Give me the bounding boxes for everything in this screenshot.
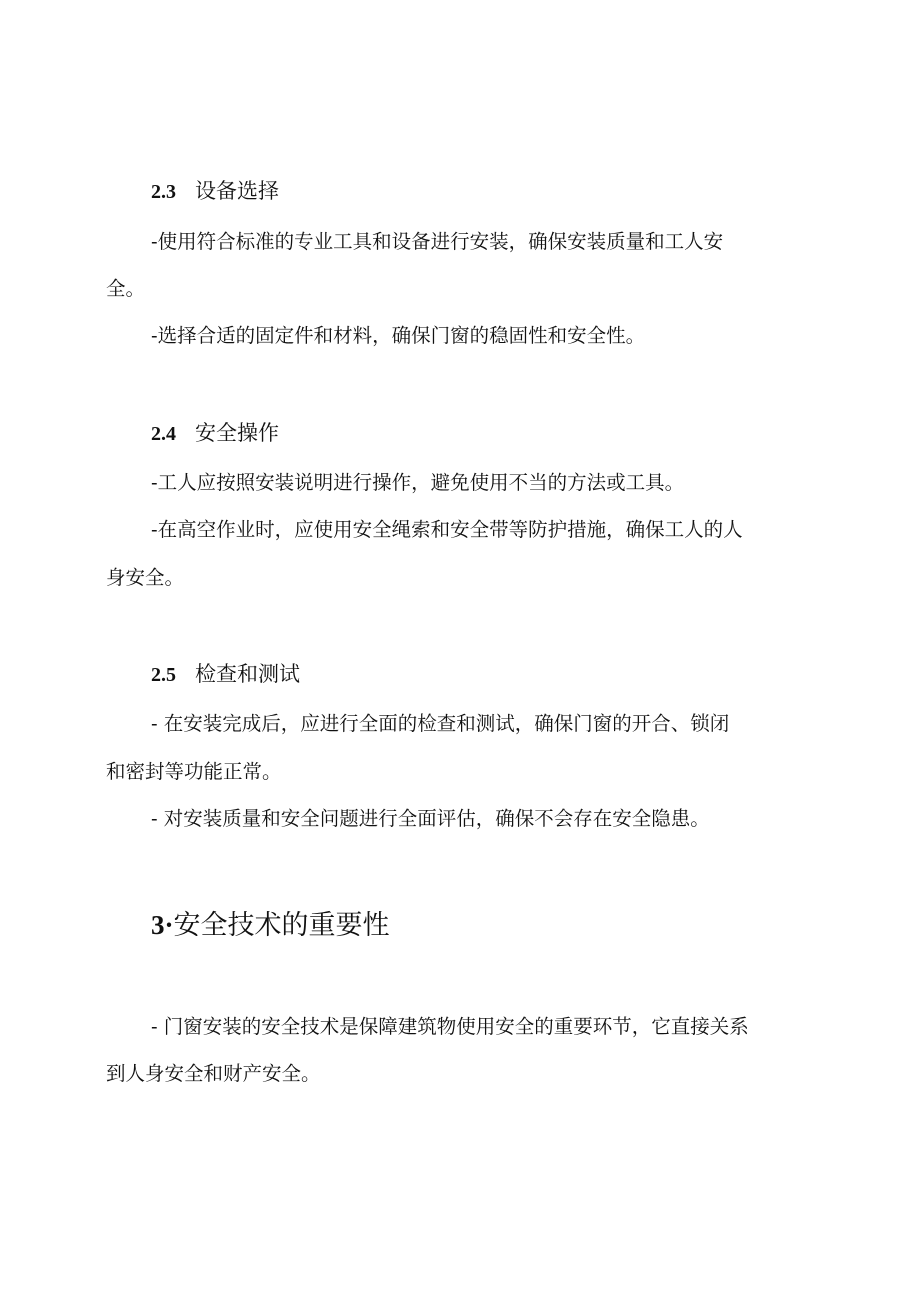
section-title: 安全操作: [195, 421, 279, 445]
paragraph-line: 全。: [106, 277, 146, 300]
section-title: 设备选择: [195, 179, 279, 203]
paragraph-line: -使用符合标准的专业工具和设备进行安装，确保安装质量和工人安: [151, 230, 724, 253]
section-title: 检查和测试: [195, 662, 300, 686]
paragraph-line: -工人应按照安装说明进行操作，避免使用不当的方法或工具。: [151, 471, 685, 494]
paragraph-line: - 门窗安装的安全技术是保障建筑物使用安全的重要环节，它直接关系: [151, 1015, 749, 1038]
section-heading-2-3: [151, 177, 279, 206]
section-number: 2.3: [151, 181, 176, 203]
chapter-number: 3·: [151, 910, 174, 940]
paragraph-line: 到人身安全和财产安全。: [106, 1062, 321, 1085]
paragraph-line: -选择合适的固定件和材料，确保门窗的稳固性和安全性。: [151, 324, 646, 347]
paragraph-line: - 在安装完成后，应进行全面的检查和测试，确保门窗的开合、锁闭: [151, 712, 730, 735]
section-number: 2.5: [151, 664, 176, 686]
paragraph-line: 和密封等功能正常。: [106, 760, 282, 783]
paragraph-line: -在高空作业时，应使用安全绳索和安全带等防护措施，确保工人的人: [151, 518, 743, 541]
paragraph-line: - 对安装质量和安全问题进行全面评估，确保不会存在安全隐患。: [151, 807, 710, 830]
chapter-heading-3: [151, 907, 390, 944]
section-heading-2-4: [151, 419, 279, 448]
section-heading-2-5: [151, 660, 300, 689]
chapter-title: 安全技术的重要性: [173, 910, 390, 941]
paragraph-line: 身安全。: [106, 566, 185, 589]
section-number: 2.4: [151, 423, 176, 445]
